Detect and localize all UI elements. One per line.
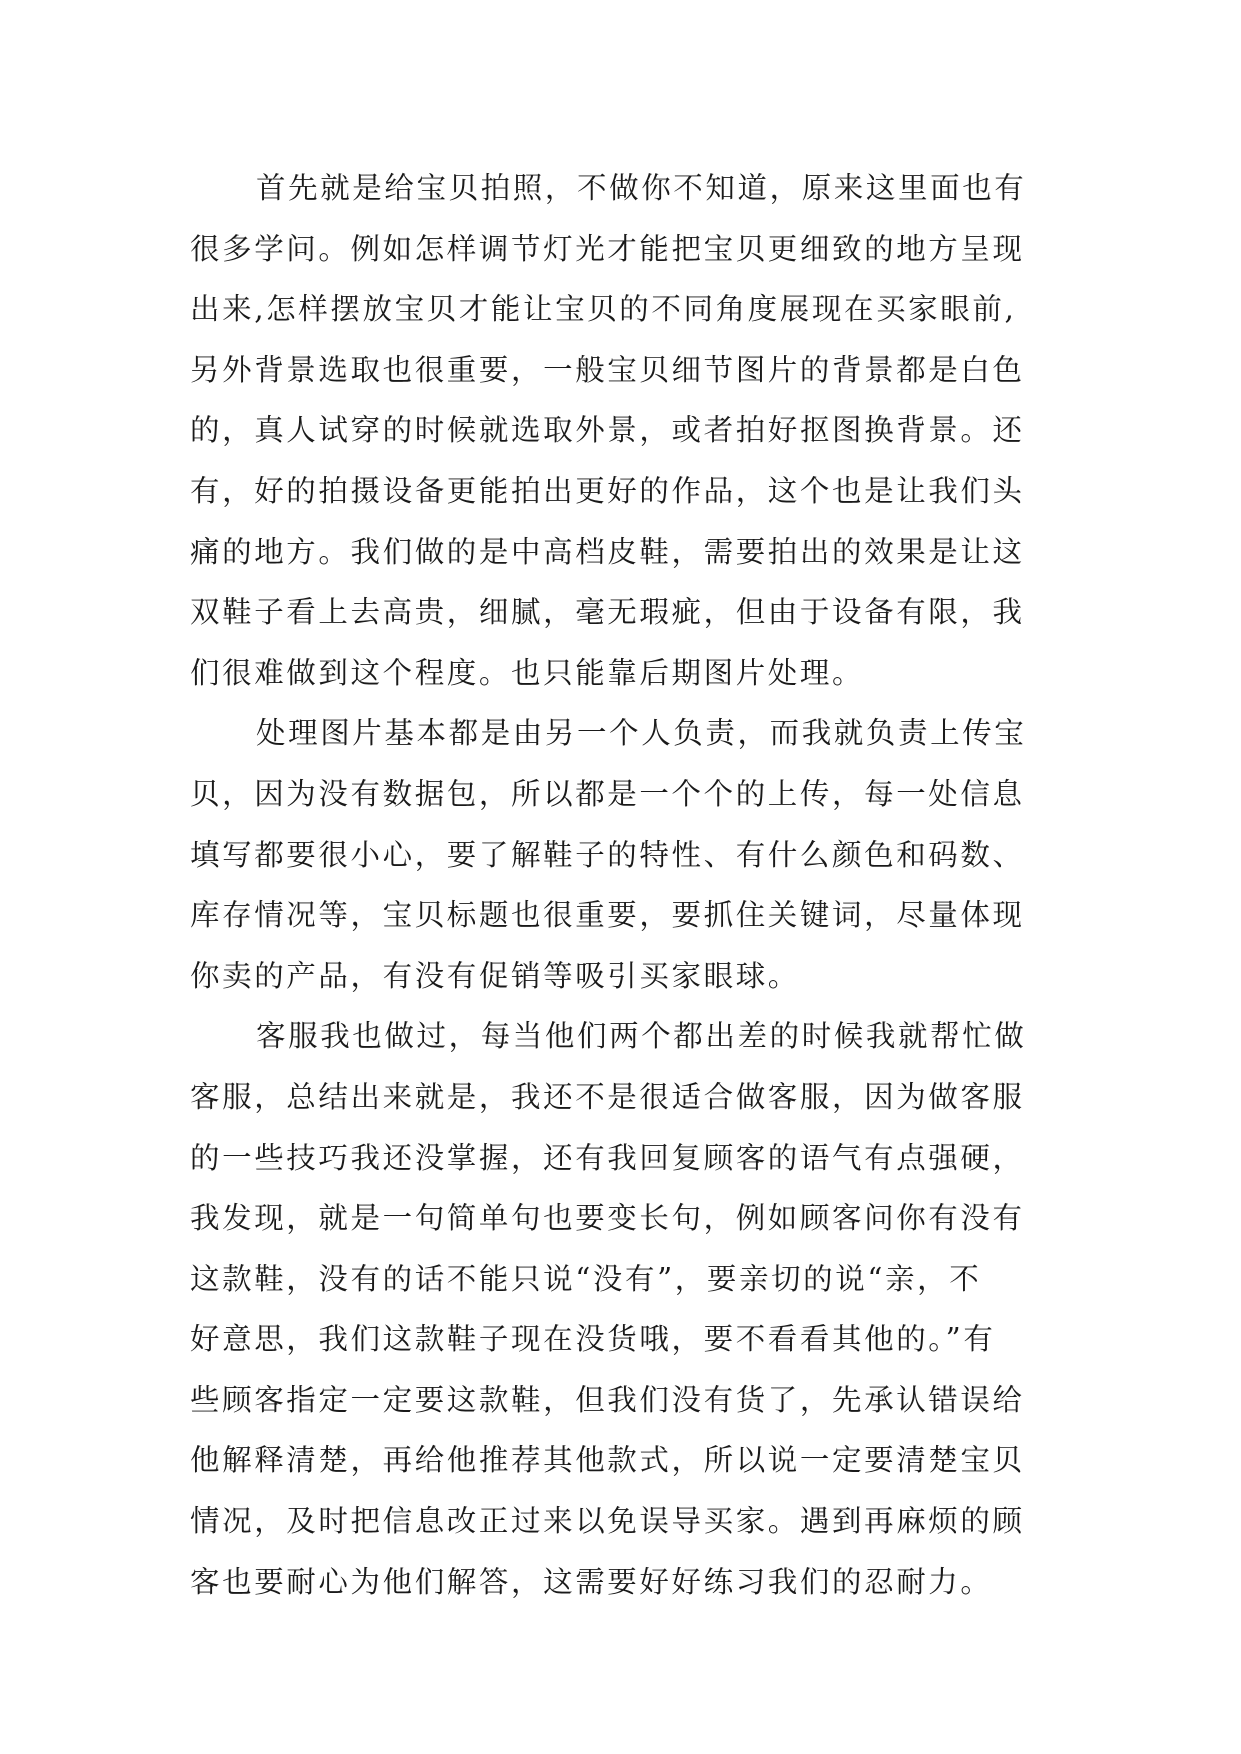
text-line: 有，好的拍摄设备更能拍出更好的作品，这个也是让我们头 [190, 473, 1025, 508]
text-line: 首先就是给宝贝拍照，不做你不知道，原来这里面也有 [256, 171, 1027, 205]
text-line: 的一些技巧我还没掌握，还有我回复顾客的语气有点强硬， [190, 1140, 1025, 1175]
text-line: 我发现，就是一句简单句也要变长句，例如顾客问你有没有 [190, 1201, 1025, 1236]
text-line: 另外背景选取也很重要，一般宝贝细节图片的背景都是白色 [190, 352, 1025, 387]
paragraph-customer-service [190, 1006, 1080, 1612]
paragraph-photography [190, 158, 1080, 703]
text-line: 他解释清楚，再给他推荐其他款式，所以说一定要清楚宝贝 [190, 1443, 1025, 1478]
text-line: 们很难做到这个程度。也只能靠后期图片处理。 [190, 655, 865, 690]
text-line: 这款鞋，没有的话不能只说“没有”，要亲切的说“亲，不 [190, 1261, 982, 1296]
text-line: 痛的地方。我们做的是中高档皮鞋，需要拍出的效果是让这 [190, 534, 1025, 569]
text-line: 填写都要很小心，要了解鞋子的特性、有什么颜色和码数、 [190, 837, 1025, 872]
text-line: 处理图片基本都是由另一个人负责，而我就负责上传宝 [256, 716, 1027, 751]
text-line: 客服，总结出来就是，我还不是很适合做客服，因为做客服 [190, 1079, 1025, 1114]
text-line: 情况，及时把信息改正过来以免误导买家。遇到再麻烦的顾 [190, 1504, 1025, 1539]
text-line: 客服我也做过，每当他们两个都出差的时候我就帮忙做 [256, 1019, 1027, 1054]
text-line: 库存情况等，宝贝标题也很重要，要抓住关键词，尽量体现 [190, 898, 1025, 933]
text-line: 好意思，我们这款鞋子现在没货哦，要不看看其他的。”有 [190, 1322, 996, 1357]
text-line: 贝，因为没有数据包，所以都是一个个的上传，每一处信息 [190, 776, 1025, 811]
body-text [190, 158, 1080, 1612]
text-line: 双鞋子看上去高贵，细腻，毫无瑕疵，但由于设备有限，我 [190, 595, 1025, 630]
text-line: 你卖的产品，有没有促销等吸引买家眼球。 [190, 958, 800, 993]
text-line: 的，真人试穿的时候就选取外景，或者拍好抠图换背景。还 [190, 413, 1025, 448]
text-line: 很多学问。例如怎样调节灯光才能把宝贝更细致的地方呈现 [190, 231, 1025, 266]
paragraph-upload [190, 703, 1080, 1006]
text-line: 客也要耐心为他们解答，这需要好好练习我们的忍耐力。 [190, 1564, 993, 1599]
text-line: 些顾客指定一定要这款鞋，但我们没有货了，先承认错误给 [190, 1382, 1025, 1417]
text-line: 出来,怎样摆放宝贝才能让宝贝的不同角度展现在买家眼前, [190, 292, 1017, 327]
